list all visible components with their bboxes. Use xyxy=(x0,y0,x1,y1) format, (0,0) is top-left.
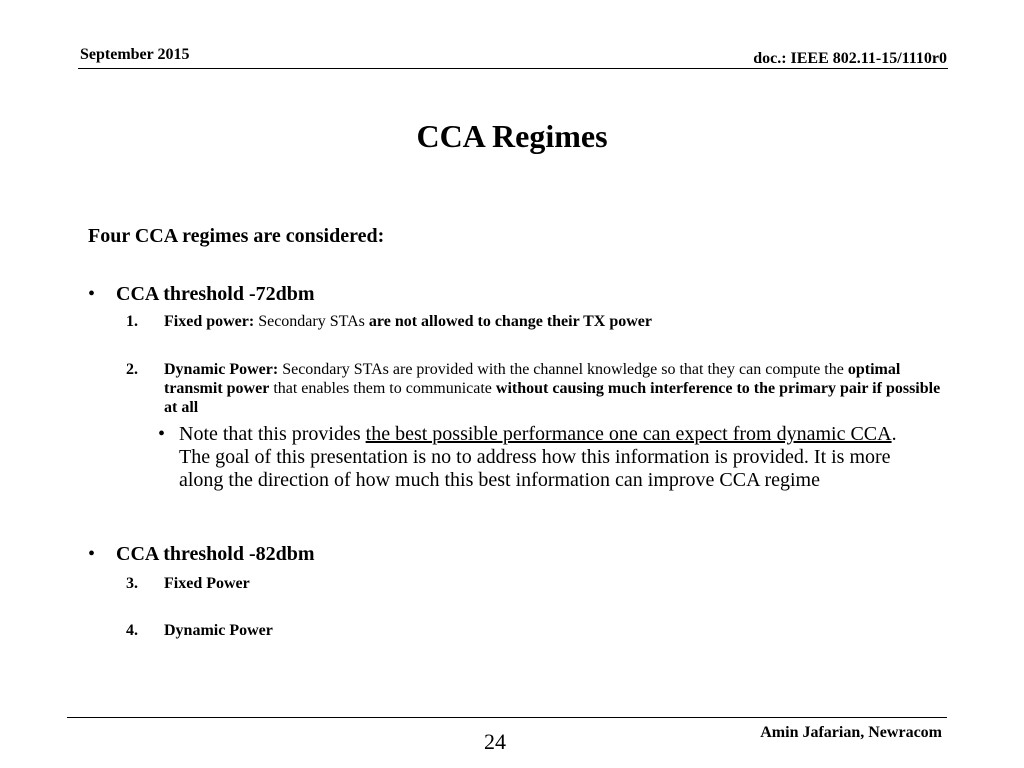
intro-text: Four CCA regimes are considered: xyxy=(88,225,385,247)
item-number: 1. xyxy=(126,313,138,330)
header-date: September 2015 xyxy=(80,46,190,63)
bullet-cca-72 xyxy=(88,283,315,306)
numbered-item-4 xyxy=(126,621,941,640)
page-number: 24 xyxy=(484,729,506,754)
note-text: . The goal of this presentation is no to address how this information is provided. It is more along the direction of how much this best information can improve CCA regime xyxy=(179,423,897,491)
bullet-label: CCA threshold -82dbm xyxy=(116,543,315,565)
footer-author: Amin Jafarian, Newracom xyxy=(760,724,942,741)
slide-title: CCA Regimes xyxy=(416,118,608,154)
item-lead: Dynamic Power xyxy=(164,622,273,639)
bullet-marker: • xyxy=(88,543,96,565)
note-underlined-text: the best possible performance one can expect from dynamic CCA xyxy=(365,423,892,445)
item-bold-text: without causing much interference to the primary pair if possible at all xyxy=(164,380,941,416)
item-lead: Fixed power: xyxy=(164,313,255,330)
header-doc-id: doc.: IEEE 802.11-15/1110r0 xyxy=(753,50,947,67)
item-number: 3. xyxy=(126,575,138,592)
numbered-item-2 xyxy=(126,360,941,417)
item-lead: Fixed Power xyxy=(164,575,250,592)
item-bold-text: are not allowed to change their TX power xyxy=(368,313,652,330)
note-text: Note that this provides xyxy=(179,423,366,445)
bullet-cca-82 xyxy=(88,543,315,566)
numbered-item-3 xyxy=(126,574,941,593)
item-bold-text: optimal transmit power xyxy=(164,361,901,397)
footer-divider xyxy=(67,717,947,718)
header-divider xyxy=(78,68,948,69)
item-lead: Dynamic Power: xyxy=(164,361,279,378)
item-number: 4. xyxy=(126,622,138,639)
item-text: that enables them to communicate xyxy=(269,380,496,397)
bullet-label: CCA threshold -72dbm xyxy=(116,283,315,305)
numbered-item-1 xyxy=(126,312,941,331)
item-number: 2. xyxy=(126,361,138,378)
item-text: Secondary STAs xyxy=(254,313,369,330)
bullet-marker: • xyxy=(88,283,96,305)
sub-bullet-note xyxy=(158,423,928,492)
item-text: Secondary STAs are provided with the channel knowledge so that they can compute the xyxy=(278,361,848,378)
sub-bullet-marker: • xyxy=(158,423,166,445)
